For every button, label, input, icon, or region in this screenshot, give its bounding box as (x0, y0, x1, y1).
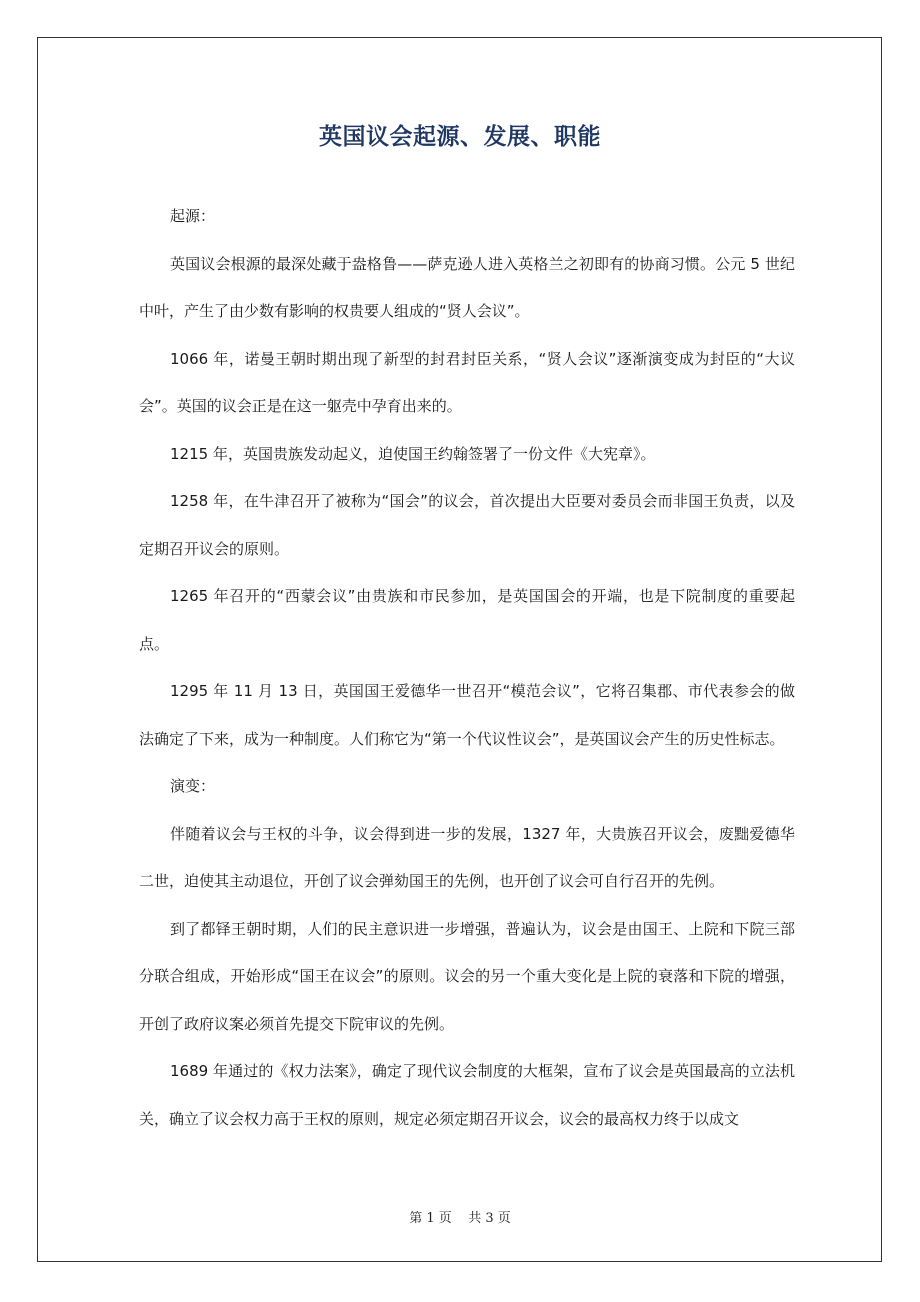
paragraph: 1215 年，英国贵族发动起义，迫使国王约翰签署了一份文件《大宪章》。 (170, 444, 656, 463)
section-heading-origin: 起源： (170, 207, 216, 225)
paragraph: 1265 年召开的“西蒙会议”由贵族和市民参加，是英国国会的开端，也是下院制度的重要起点。 (139, 587, 795, 653)
paragraph: 1295 年 11 月 13 日，英国国王爱德华一世召开“模范会议”，它将召集郡、市代表参会的做法确定了下来，成为一种制度。人们称它为“第一个代议性议会”，是英国议会产生的历史性标志。 (139, 682, 795, 748)
paragraph: 1066 年，诺曼王朝时期出现了新型的封君封臣关系，“贤人会议”逐渐演变成为封臣的“大议会”。英国的议会正是在这一躯壳中孕育出来的。 (139, 349, 795, 415)
document-body (139, 193, 795, 1143)
page-footer (0, 1207, 920, 1226)
paragraph: 1258 年，在牛津召开了被称为“国会”的议会，首次提出大臣要对委员会而非国王负责，以及定期召开议会的原则。 (139, 492, 795, 558)
paragraph: 到了都铎王朝时期，人们的民主意识进一步增强，普遍认为，议会是由国王、上院和下院三部分联合组成，开始形成“国王在议会”的原则。议会的另一个重大变化是上院的衰落和下院的增强，开创了政府议案必须首先提交下院审议的先例。 (139, 919, 795, 1033)
page-number: 第 1 页 共 3 页 (409, 1211, 511, 1226)
section-heading-evolution: 演变： (170, 777, 216, 795)
paragraph: 伴随着议会与王权的斗争，议会得到进一步的发展，1327 年，大贵族召开议会，废黜爱德华二世，迫使其主动退位，开创了议会弹劾国王的先例，也开创了议会可自行召开的先例。 (139, 824, 795, 890)
document-title: 英国议会起源、发展、职能 (319, 124, 601, 150)
paragraph: 1689 年通过的《权力法案》，确定了现代议会制度的大框架，宣布了议会是英国最高的立法机关，确立了议会权力高于王权的原则，规定必须定期召开议会，议会的最高权力终于以成文 (139, 1062, 795, 1128)
paragraph: 英国议会根源的最深处藏于盎格鲁——萨克逊人进入英格兰之初即有的协商习惯。公元 5 世纪中叶，产生了由少数有影响的权贵要人组成的“贤人会议”。 (139, 254, 795, 320)
